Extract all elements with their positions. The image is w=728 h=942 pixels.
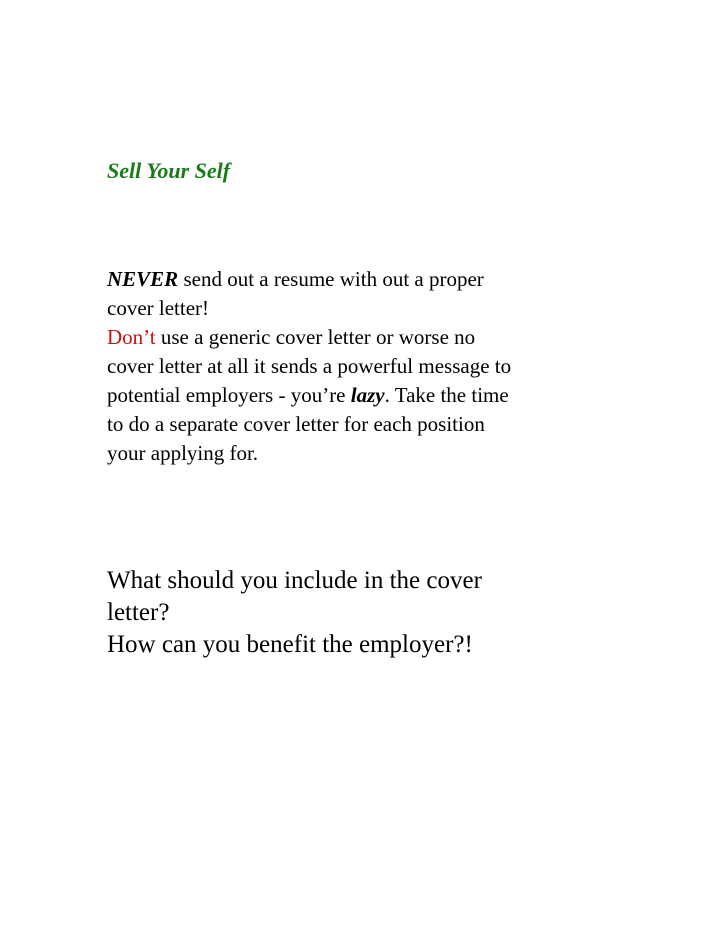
paragraph-line-1 bbox=[107, 265, 667, 294]
cover-letter-paragraph bbox=[107, 265, 667, 468]
paragraph-line-3 bbox=[107, 323, 667, 352]
questions-block bbox=[107, 565, 667, 661]
lazy-emphasis: lazy bbox=[350, 383, 385, 407]
line5-pre-text: potential employers - you’re bbox=[107, 383, 351, 407]
dont-rest-text: use a generic cover letter or worse no bbox=[155, 325, 476, 349]
paragraph-line-7: your applying for. bbox=[107, 441, 259, 465]
paragraph-line-4: cover letter at all it sends a powerful message to bbox=[107, 354, 512, 378]
never-rest-text: send out a resume with out a proper bbox=[178, 267, 484, 291]
dont-emphasis: Don’t bbox=[107, 325, 156, 349]
line5-post-text: . Take the time bbox=[384, 383, 509, 407]
question-line-3: How can you benefit the employer?! bbox=[107, 631, 473, 658]
page-heading: Sell Your Self bbox=[107, 158, 231, 183]
paragraph-line-5 bbox=[107, 381, 667, 410]
never-emphasis: NEVER bbox=[107, 267, 179, 291]
paragraph-line-2: cover letter! bbox=[107, 296, 210, 320]
question-line-1: What should you include in the cover bbox=[107, 567, 482, 594]
paragraph-line-6: to do a separate cover letter for each position bbox=[107, 412, 485, 436]
question-line-2: letter? bbox=[107, 599, 170, 626]
